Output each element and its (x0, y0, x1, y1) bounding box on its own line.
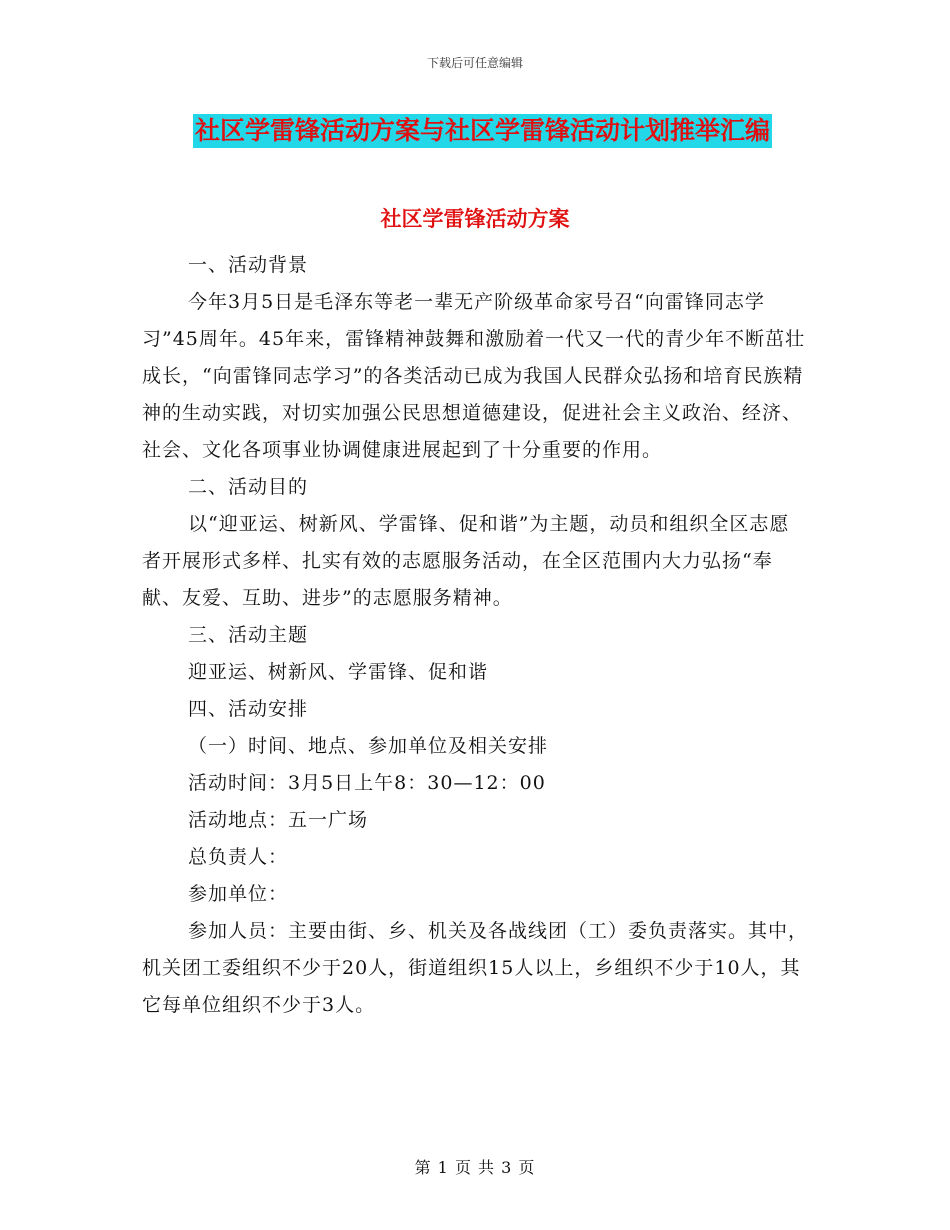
header-note: 下载后可任意编辑 (426, 56, 523, 70)
subheading-time-place: （一）时间、地点、参加单位及相关安排 (188, 735, 549, 757)
activity-place: 活动地点：五一广场 (188, 809, 369, 831)
document-main-title: 社区学雷锋活动方案与社区学雷锋活动计划推举汇编 (193, 114, 772, 148)
heading-arrangement: 四、活动安排 (188, 698, 309, 720)
heading-theme: 三、活动主题 (188, 624, 309, 646)
activity-time: 活动时间：3月5日上午8：30—12：00 (188, 772, 546, 794)
participating-units: 参加单位： (188, 883, 289, 905)
paragraph-background: 今年3月5日是毛泽东等老一辈无产阶级革命家号召“向雷锋同志学习”45周年。45年来，雷锋精神鼓舞和激励着一代又一代的青少年不断茁壮成长，“向雷锋同志学习”的各类活动已成为我国人民群众弘扬和培育民族精神的生动实践，对切实加强公民思想道德建设，促进社会主义政治、经济、社会、文化各项事业协调健康进展起到了十分重要的作用。 (142, 291, 806, 461)
document-body (142, 247, 808, 1024)
person-in-charge: 总负责人： (188, 846, 289, 868)
participants: 参加人员：主要由街、乡、机关及各战线团（工）委负责落实。其中，机关团工委组织不少于20人，街道组织15人以上，乡组织不少于10人，其它每单位组织不少于3人。 (142, 920, 809, 1016)
page-footer: 第 1 页 共 3 页 (414, 1158, 536, 1177)
heading-background: 一、活动背景 (188, 254, 309, 276)
paragraph-purpose: 以“迎亚运、树新风、学雷锋、促和谐”为主题，动员和组织全区志愿者开展形式多样、扎实有效的志愿服务活动，在全区范围内大力弘扬“奉献、友爱、互助、进步”的志愿服务精神。 (142, 513, 790, 609)
paragraph-theme: 迎亚运、树新风、学雷锋、促和谐 (188, 661, 489, 683)
section-title: 社区学雷锋活动方案 (380, 206, 570, 231)
heading-purpose: 二、活动目的 (188, 476, 309, 498)
